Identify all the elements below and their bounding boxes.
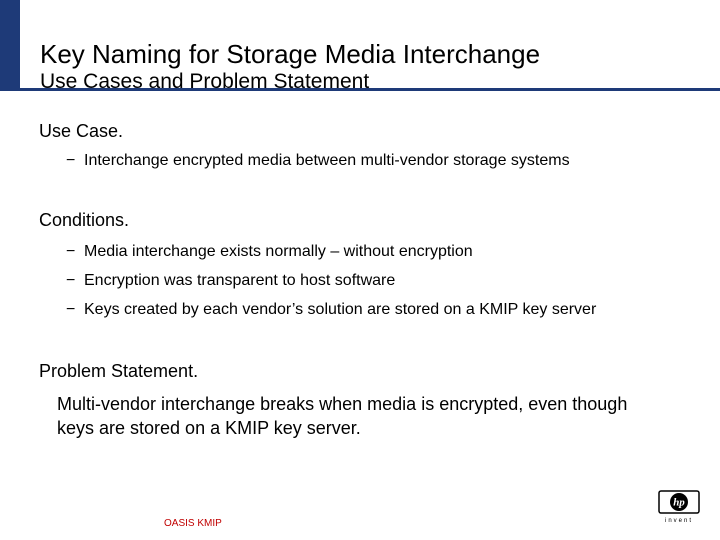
use-case-bullet: [66, 151, 570, 171]
hp-logo-tagline: invent: [664, 518, 694, 524]
conditions-bullet: [66, 242, 473, 262]
problem-statement-text: Multi-vendor interchange breaks when media is encrypted, even though keys are stored on a KMIP key server.: [57, 394, 628, 438]
hp-logo-icon: [657, 490, 701, 524]
bullet-text: Interchange encrypted media between multi-vendor storage systems: [84, 152, 570, 169]
problem-statement-heading: Problem Statement.: [39, 361, 199, 381]
slide-subtitle: Use Cases and Problem Statement: [40, 70, 370, 93]
bullet-text: Media interchange exists normally – without encryption: [84, 243, 473, 260]
footer-label: OASIS KMIP: [164, 518, 222, 529]
bullet-dash: −: [66, 243, 76, 260]
title-accent-bar: [0, 0, 20, 90]
bullet-dash: −: [66, 301, 76, 318]
slide-title: Key Naming for Storage Media Interchange: [40, 39, 541, 69]
bullet-text: Keys created by each vendor’s solution are stored on a KMIP key server: [84, 301, 597, 318]
bullet-text: Encryption was transparent to host software: [84, 272, 396, 289]
hp-logo-mark: hp: [673, 496, 685, 509]
bullet-dash: −: [66, 152, 76, 169]
conditions-bullet: [66, 271, 395, 291]
conditions-bullet: [66, 300, 596, 320]
bullet-dash: −: [66, 272, 76, 289]
use-case-heading: Use Case.: [39, 121, 124, 141]
conditions-heading: Conditions.: [39, 210, 130, 230]
